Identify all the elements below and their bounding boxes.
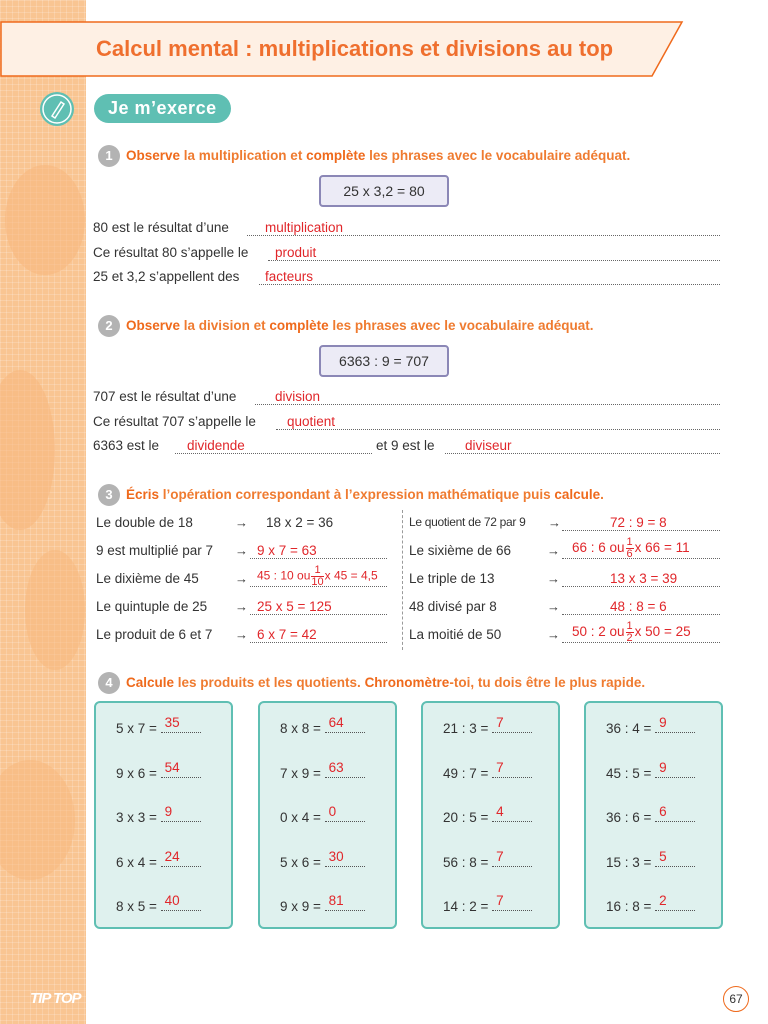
instruction-segment: Écris bbox=[126, 487, 160, 502]
arrow-icon: → bbox=[235, 599, 248, 614]
answer-line bbox=[655, 715, 695, 733]
instruction-segment: Chronomètre bbox=[364, 675, 450, 690]
calc-question: 9 x 6 = bbox=[116, 766, 161, 781]
calc-answer: 63 bbox=[328, 760, 344, 775]
section-tag: Je m’exerce bbox=[94, 94, 231, 123]
exercise-1-box: 25 x 3,2 = 80 bbox=[319, 175, 449, 207]
answer-text: 72 : 9 = 8 bbox=[610, 515, 667, 530]
ex2-line-1-text: 707 est le résultat d’une bbox=[93, 389, 237, 404]
instruction-segment: -toi, tu dois être le plus rapide. bbox=[449, 675, 646, 690]
calc-row bbox=[280, 849, 365, 870]
ex1-line-3-text: 25 et 3,2 s’appellent des bbox=[93, 269, 240, 284]
calc-answer: 64 bbox=[328, 715, 344, 730]
ex2-line-3-text: 6363 est le bbox=[93, 438, 160, 453]
answer-text: x 45 = 4,5 bbox=[324, 568, 378, 583]
answer-line bbox=[175, 453, 372, 454]
exercise-number-4: 4 bbox=[98, 672, 120, 694]
calc-answer: 7 bbox=[496, 715, 504, 730]
fraction-denominator: 6 bbox=[626, 548, 633, 560]
ex3-left-label: Le dixième de 45 bbox=[96, 571, 199, 586]
answer-line bbox=[161, 804, 201, 822]
ex2-line-1-answer: division bbox=[275, 389, 321, 404]
exercise-number-1: 1 bbox=[98, 145, 120, 167]
answer-line bbox=[325, 760, 365, 778]
arrow-icon: → bbox=[547, 571, 560, 586]
exercise-1-instruction bbox=[126, 148, 630, 163]
answer-line bbox=[492, 760, 532, 778]
answer-text: 66 : 6 ou bbox=[572, 540, 625, 556]
column-separator bbox=[402, 510, 403, 650]
fraction-numerator: 1 bbox=[311, 565, 323, 577]
exercise-4-instruction bbox=[126, 675, 645, 690]
answer-line bbox=[268, 260, 720, 261]
answer-line bbox=[492, 715, 532, 733]
answer-line bbox=[562, 586, 720, 587]
calc-row bbox=[606, 715, 695, 736]
instruction-segment: les phrases avec le vocabulaire adéquat. bbox=[328, 318, 594, 333]
calc-card bbox=[94, 701, 233, 929]
answer-line bbox=[250, 642, 387, 643]
calc-answer: 9 bbox=[659, 760, 667, 775]
calc-answer: 6 bbox=[659, 804, 667, 819]
answer-line bbox=[492, 849, 532, 867]
answer-text: 25 x 5 = 125 bbox=[257, 599, 332, 614]
calc-row bbox=[606, 760, 695, 781]
ex1-line-2-answer: produit bbox=[275, 245, 317, 260]
answer-line bbox=[445, 453, 720, 454]
arrow-icon: → bbox=[547, 543, 560, 558]
answer-line bbox=[655, 760, 695, 778]
fraction bbox=[311, 565, 323, 588]
calc-card bbox=[258, 701, 397, 929]
answer-line bbox=[562, 614, 720, 615]
calc-answer: 7 bbox=[496, 893, 504, 908]
ex3-left-label: 9 est multiplié par 7 bbox=[96, 543, 214, 558]
arrow-icon: → bbox=[547, 627, 560, 642]
answer-text: 45 : 10 ou bbox=[257, 568, 311, 583]
answer-text: 18 x 2 = 36 bbox=[266, 515, 334, 530]
instruction-segment: l’opération correspondant à l’expression mathématique puis bbox=[159, 487, 555, 502]
ex3-left-label: Le produit de 6 et 7 bbox=[96, 627, 213, 642]
answer-text: x 66 = 11 bbox=[634, 540, 690, 556]
instruction-segment: Observe bbox=[126, 148, 181, 163]
ex3-right-answer bbox=[610, 515, 667, 530]
calc-question: 6 x 4 = bbox=[116, 855, 161, 870]
calc-question: 7 x 9 = bbox=[280, 766, 325, 781]
calc-row bbox=[606, 849, 695, 870]
instruction-segment: la division et bbox=[180, 318, 270, 333]
answer-line bbox=[259, 284, 720, 285]
ex2-line-2-answer: quotient bbox=[287, 414, 336, 429]
answer-text: 9 x 7 = 63 bbox=[257, 543, 317, 558]
ex1-line-1-text: 80 est le résultat d’une bbox=[93, 220, 229, 235]
ex1-line-1-answer: multiplication bbox=[265, 220, 344, 235]
ex2-line-3-answer-2: diviseur bbox=[465, 438, 512, 453]
calc-card bbox=[584, 701, 723, 929]
calc-answer: 5 bbox=[659, 849, 667, 864]
fraction-numerator: 1 bbox=[626, 536, 633, 548]
fraction-denominator: 10 bbox=[311, 576, 324, 588]
calc-question: 20 : 5 = bbox=[443, 810, 493, 825]
answer-text: 48 : 8 = 6 bbox=[610, 599, 667, 614]
answer-text: 50 : 2 ou bbox=[572, 624, 625, 640]
calc-answer: 7 bbox=[496, 849, 504, 864]
answer-line bbox=[161, 715, 201, 733]
calc-question: 14 : 2 = bbox=[443, 899, 493, 914]
answer-line bbox=[161, 849, 201, 867]
calc-question: 56 : 8 = bbox=[443, 855, 493, 870]
ex1-line-2-text: Ce résultat 80 s’appelle le bbox=[93, 245, 249, 260]
answer-line bbox=[255, 404, 720, 405]
calc-row bbox=[280, 893, 365, 914]
calc-answer: 9 bbox=[659, 715, 667, 730]
calc-row bbox=[606, 804, 695, 825]
calc-row bbox=[443, 893, 532, 914]
calc-answer: 40 bbox=[164, 893, 180, 908]
calc-answer: 4 bbox=[496, 804, 504, 819]
instruction-segment: complète bbox=[306, 148, 366, 163]
arrow-icon: → bbox=[235, 627, 248, 642]
calc-question: 5 x 6 = bbox=[280, 855, 325, 870]
calc-question: 3 x 3 = bbox=[116, 810, 161, 825]
calc-row bbox=[116, 893, 201, 914]
calc-row bbox=[116, 849, 201, 870]
exercise-3-instruction bbox=[126, 487, 604, 502]
instruction-segment: Calcule bbox=[126, 675, 175, 690]
calc-row bbox=[116, 760, 201, 781]
instruction-segment: la multiplication et bbox=[180, 148, 307, 163]
calc-question: 15 : 3 = bbox=[606, 855, 656, 870]
ex3-right-answer bbox=[572, 621, 691, 644]
answer-line bbox=[250, 614, 387, 615]
calc-row bbox=[443, 715, 532, 736]
side-silhouette-art bbox=[0, 0, 86, 1024]
ex3-left-answer bbox=[257, 599, 332, 614]
answer-line bbox=[325, 849, 365, 867]
answer-line bbox=[492, 804, 532, 822]
calc-question: 45 : 5 = bbox=[606, 766, 656, 781]
arrow-icon: → bbox=[235, 571, 248, 586]
ex2-line-3-text-2: et 9 est le bbox=[376, 438, 435, 453]
exercise-number-3: 3 bbox=[98, 484, 120, 506]
calc-answer: 24 bbox=[164, 849, 180, 864]
exercise-2-box: 6363 : 9 = 707 bbox=[319, 345, 449, 377]
calc-question: 49 : 7 = bbox=[443, 766, 493, 781]
ex3-left-label: Le quintuple de 25 bbox=[96, 599, 208, 614]
ex3-right-label: Le triple de 13 bbox=[409, 571, 495, 586]
ex3-right-answer bbox=[572, 537, 690, 560]
publisher-logo: TIP TOP bbox=[30, 990, 81, 1007]
answer-line bbox=[655, 893, 695, 911]
calc-question: 0 x 4 = bbox=[280, 810, 325, 825]
calc-answer: 0 bbox=[328, 804, 337, 819]
exercise-2-instruction bbox=[126, 318, 594, 333]
calc-row bbox=[280, 804, 365, 825]
calc-answer: 35 bbox=[164, 715, 180, 730]
answer-line bbox=[161, 893, 201, 911]
calc-answer: 30 bbox=[328, 849, 344, 864]
arrow-icon: → bbox=[548, 515, 561, 530]
calc-row bbox=[280, 760, 365, 781]
arrow-icon: → bbox=[235, 515, 248, 530]
answer-line bbox=[325, 715, 365, 733]
ex3-left-answer bbox=[257, 543, 317, 558]
calc-question: 36 : 4 = bbox=[606, 721, 656, 736]
instruction-segment: les produits et les quotients. bbox=[174, 675, 365, 690]
calc-answer: 9 bbox=[164, 804, 173, 819]
calc-row bbox=[443, 849, 532, 870]
answer-line bbox=[250, 558, 387, 559]
arrow-icon: → bbox=[547, 599, 560, 614]
answer-text: x 50 = 25 bbox=[634, 624, 691, 640]
answer-line bbox=[655, 804, 695, 822]
calc-question: 36 : 6 = bbox=[606, 810, 656, 825]
calc-question: 9 x 9 = bbox=[280, 899, 325, 914]
ex3-right-label: Le sixième de 66 bbox=[409, 543, 512, 558]
instruction-segment: complète bbox=[269, 318, 329, 333]
answer-line bbox=[161, 760, 201, 778]
calc-question: 16 : 8 = bbox=[606, 899, 656, 914]
calc-answer: 81 bbox=[328, 893, 344, 908]
ex3-left-answer bbox=[266, 515, 333, 530]
exercise-number-2: 2 bbox=[98, 315, 120, 337]
calc-row bbox=[116, 715, 201, 736]
fraction-numerator: 1 bbox=[626, 620, 633, 632]
calc-row bbox=[443, 760, 532, 781]
answer-text: 13 x 3 = 39 bbox=[610, 571, 678, 586]
calc-question: 8 x 5 = bbox=[116, 899, 161, 914]
instruction-segment: les phrases avec le vocabulaire adéquat. bbox=[365, 148, 631, 163]
calc-answer: 7 bbox=[496, 760, 504, 775]
calc-question: 5 x 7 = bbox=[116, 721, 161, 736]
calc-row bbox=[280, 715, 365, 736]
fraction-denominator: 2 bbox=[626, 632, 633, 644]
answer-line bbox=[492, 893, 532, 911]
answer-line bbox=[655, 849, 695, 867]
calc-question: 21 : 3 = bbox=[443, 721, 493, 736]
answer-text: 6 x 7 = 42 bbox=[257, 627, 317, 642]
calc-row bbox=[443, 804, 532, 825]
answer-line bbox=[562, 530, 720, 531]
calc-answer: 54 bbox=[164, 760, 180, 775]
calc-card bbox=[421, 701, 560, 929]
calc-row bbox=[606, 893, 695, 914]
ex3-right-label: 48 divisé par 8 bbox=[409, 599, 497, 614]
ex2-line-2-text: Ce résultat 707 s’appelle le bbox=[93, 414, 256, 429]
calc-answer: 2 bbox=[659, 893, 667, 908]
arrow-icon: → bbox=[235, 543, 248, 558]
answer-line bbox=[325, 893, 365, 911]
instruction-segment: Observe bbox=[126, 318, 181, 333]
answer-line bbox=[247, 235, 720, 236]
ex3-left-answer bbox=[257, 565, 378, 588]
fraction bbox=[626, 537, 634, 560]
ex1-line-3-answer: facteurs bbox=[265, 269, 314, 284]
ex3-left-label: Le double de 18 bbox=[96, 515, 193, 530]
ex3-right-answer bbox=[610, 571, 677, 586]
page-number: 67 bbox=[723, 986, 749, 1012]
ex3-right-answer bbox=[610, 599, 667, 614]
answer-line bbox=[325, 804, 365, 822]
calc-row bbox=[116, 804, 201, 825]
ex3-left-answer bbox=[257, 627, 317, 642]
pencil-icon bbox=[40, 92, 74, 126]
ex2-line-3-answer-1: dividende bbox=[187, 438, 245, 453]
fraction bbox=[626, 621, 634, 644]
ex3-right-label: Le quotient de 72 par 9 bbox=[409, 515, 526, 529]
instruction-segment: . bbox=[600, 487, 604, 502]
answer-line bbox=[276, 429, 720, 430]
page-title: Calcul mental : multiplications et divisions au top bbox=[96, 36, 614, 61]
calc-question: 8 x 8 = bbox=[280, 721, 325, 736]
ex3-right-label: La moitié de 50 bbox=[409, 627, 502, 642]
instruction-segment: calcule bbox=[554, 487, 601, 502]
